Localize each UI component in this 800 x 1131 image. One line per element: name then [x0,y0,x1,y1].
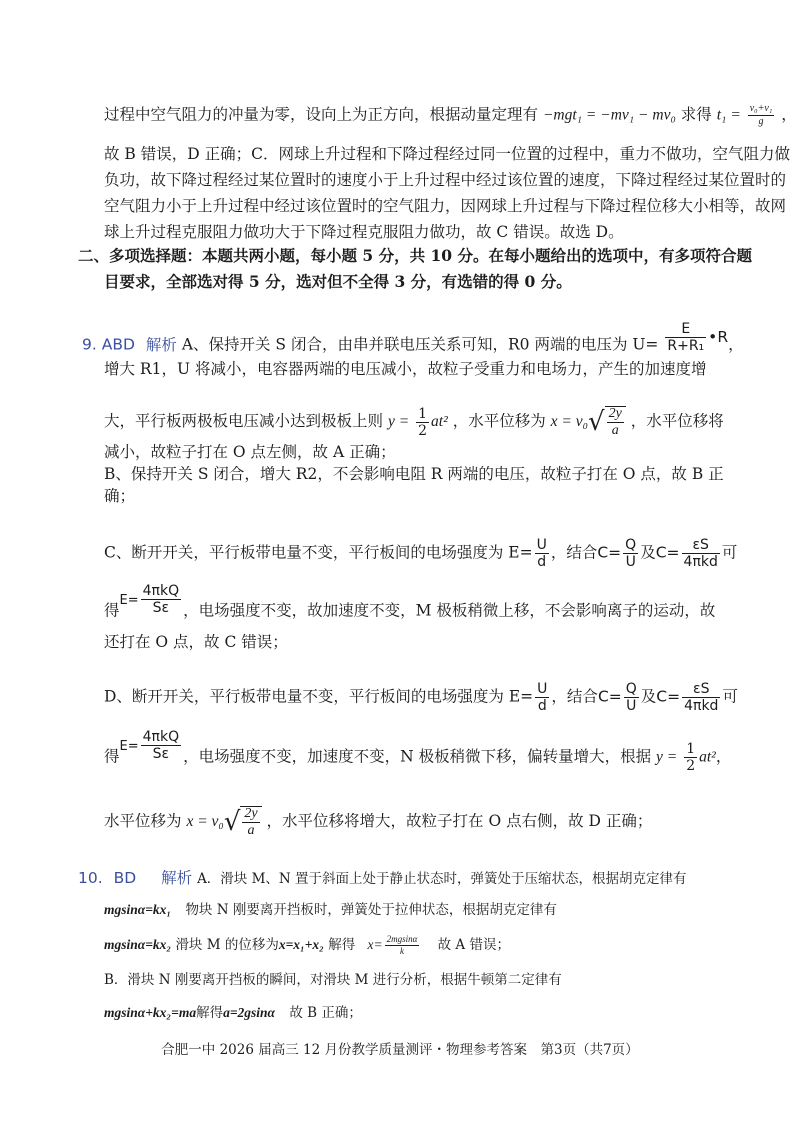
fraction: $\frac{\varepsilon S}{\text{4πkd}}$ [684,681,719,714]
text-line: 球上升过程克服阻力做功大于下降过程克服阻力做功，故 C 错误。故选 D。 [104,223,624,241]
fraction: $\frac{\text{v₀+v₁}}{g}$ [749,103,773,127]
fraction: $\frac{1}{2}$ [418,405,428,439]
answer-key: BD [113,869,137,887]
text-line: 故 B 错误，D 正确；C．网球上升过程和下降过程经过同一位置的过程中，重力不做功，空气阻力做 [104,145,790,163]
q9-line-a1: 9. ABD 解析 A、保持开关 S 闭合，由串并联电压关系可知，R0 两端的电压为 U= $\frac{E}{\text{R+R₁}}$ •R， [82,321,744,354]
text-line: 空气阻力小于上升过程中经过该位置时的空气阻力，因网球上升过程与下降过程位移大小相等，故网 [104,197,787,215]
momentum-equation: −mgt₁ = −mv₁ − mv₀ [542,106,676,124]
q9-line-c2: 得$^{E=}$ $\frac{\text{4πkQ}}{S\varepsilon}$ ，电场强度不变，故加速度不变，M 极板稍微上移，不会影响离子的运动，故 [104,583,716,620]
fraction: $\frac{\text{4πkQ}}{S\varepsilon}$ [142,729,180,762]
fraction: $\frac{\varepsilon S}{\text{4πkd}}$ [683,537,718,570]
q10-line-a3: mgsinα=kx₂ 滑块 M 的位移为x=x₁+x₂ 解得 x= $\frac{2mgsin\alpha}{k}$ 故 A 错误； [104,934,510,956]
text-line: 负功，故下降过程经过某位置时的速度小于上升过程中经过该位置的速度，下降过程经过某位置时的 [104,171,787,189]
q10-line-b2: mgsinα+kx₂=ma解得a=2gsinα 故 B 正确； [104,1005,362,1021]
q10-line-a1: 10. BD 解析 A．滑块 M、N 置于斜面上处于静止状态时，弹簧处于压缩状态，根据胡克定律有 [78,869,687,887]
fraction: $\frac{U}{d}$ [536,537,547,570]
section-heading: 二、多项选择题：本题共两小题，每小题 5 分，共 10 分。在每小题给出的选项中，有多项符合题 [78,246,752,265]
analysis-tag: 解析 [161,869,193,887]
question-number: 9. [82,335,97,354]
answer-key: ABD [101,335,135,354]
fraction: $\frac{Q}{U}$ [625,537,637,570]
fraction: $\frac{1}{2}$ [686,741,696,774]
question-number: 10. [78,869,103,887]
text-line: 减小，故粒子打在 O 点左侧，故 A 正确； [104,443,396,461]
fraction: $\frac{E}{\text{R+R₁}}$ [667,321,705,354]
q9-line-d2: 得$^{E=}$ $\frac{\text{4πkQ}}{S\varepsilon}$ ，电场强度不变，加速度不变，N 极板稍微下移，偏转量增大，根据 y = $\frac{1}{2}$ at²， [104,729,732,774]
fraction: $\frac{U}{d}$ [537,681,548,714]
text-line: 还打在 O 点，故 C 错误； [104,633,288,651]
text-line: B、保持开关 S 闭合，增大 R2，不会影响电阻 R 两端的电压，故粒子打在 O 点，故 B 正 [104,465,724,483]
text-line: 增大 R1，U 将减小，电容器两端的电压减小，故粒子受重力和电场力，产生的加速度增 [104,360,707,378]
q10-line-a2: mgsinα=kx₁ 物块 N 刚要离开挡板时，弹簧处于拉伸状态，根据胡克定律有 [104,902,557,918]
q9-line-d3: 水平位移为 x = v₀√ $\frac{2y}{a}$ ，水平位移将增大，故粒子打在 O 点右侧，故 D 正确； [104,806,653,838]
fraction: $\frac{2mgsin\alpha}{k}$ [386,934,418,956]
fraction: $\frac{\text{4πkQ}}{S\varepsilon}$ [142,583,180,616]
q9-line-c1: C、断开开关，平行板带电量不变，平行板间的电场强度为 E= $\frac{U}{d}$ ，结合C= $\frac{Q}{U}$ 及C= $\frac{\varepsilon S}{\text{4πkd}}$ 可 [104,537,738,570]
fraction: $\frac{Q}{U}$ [625,681,637,714]
text-line: 确； [104,487,136,505]
sqrt-expression: √ $\frac{2y}{a}$ [588,406,626,438]
sqrt-expression: √ $\frac{2y}{a}$ [224,806,262,838]
section-heading-line2: 目要求，全部选对得 5 分，选对但不全得 3 分，有选错的得 0 分。 [104,272,572,291]
text-line: 过程中空气阻力的冲量为零，设向上为正方向，根据动量定理有 −mgt₁ = −mv₁ − mv₀ 求得 t₁ = $\frac{\text{v₀+v₁}}{g}$ ， [104,103,797,127]
page-footer: 合肥一中 2026 届高三 12 月份教学质量测评・物理参考答案 第3页（共7页） [161,1042,639,1058]
text-line: B．滑块 N 刚要离开挡板的瞬间，对滑块 M 进行分析，根据牛顿第二定律有 [104,972,562,988]
q9-line-a3: 大，平行板两极板电压减小达到极板上则 y = $\frac{1}{2}$ at² ，水平位移为 x = v₀√ $\frac{2y}{a}$ ，水平位移将 [104,405,724,439]
analysis-tag: 解析 [145,335,177,354]
q9-line-d1: D、断开开关，平行板带电量不变，平行板间的电场强度为 E= $\frac{U}{d}$ ，结合C= $\frac{Q}{U}$ 及C= $\frac{\varepsilon S}{\text{4πkd}}$ 可 [104,681,738,714]
